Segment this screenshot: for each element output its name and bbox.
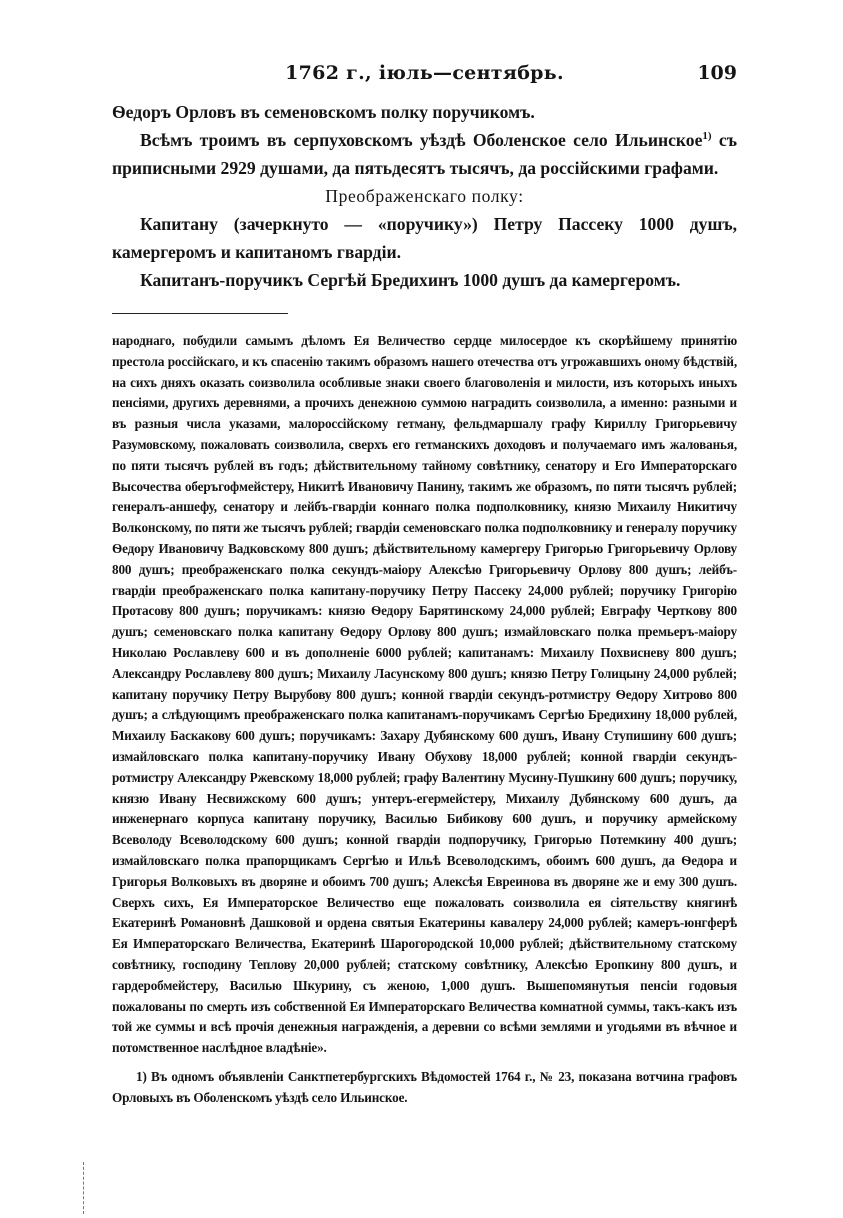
running-header [112, 62, 737, 92]
note-continuation: народнаго, побудили самымъ дѣломъ Ея Величество сердце милосердое къ скорѣйшему принятію престола россійскаго, и къ спасенію такимъ образомъ нашего отечества отъ угрожавшихъ оному бѣдствій, на сихъ дняхъ оказать соизволила особливые знаки своего благоволенія и милости, изъ которыхъ иныхъ пенсіями, другихъ деревнями, а прочихъ денежною суммою наградить соизволила, а именно: разными и въ разныя числа указами, малороссійскому гетману, фельдмаршалу графу Кириллу Григорьевичу Разумовскому, пожаловать соизволила, сверхъ его гетманскихъ доходовъ и получаемаго имъ жалованья, по пяти тысячъ рублей въ годъ; дѣйствительному тайному совѣтнику, сенатору и Его Императорскаго Высочества оберъгофмейстеру, Никитѣ Ивановичу Панину, такимъ же образомъ, по пяти тысячъ рублей; генералъ-аншефу, сенатору и лейбъ-гвардіи коннаго полка подполковнику, князю Михаилу Никитичу Волконскому, по пяти же тысячъ рублей; гвардіи семеновскаго полка подполковнику и генералу поручику Ѳедору Ивановичу Вадковскому 800 душъ; дѣйствительному камергеру Григорью Григорьевичу Орлову 800 душъ; преображенскаго полка секундъ-маіору Алексѣю Григорьевичу Орлову 800 душъ; лейбъ-гвардіи преображенскаго полка капитану-поручику Петру Пассеку 24,000 рублей; поручику Григорію Протасову 800 душъ; поручикамъ: князю Ѳедору Барятинскому 24,000 рублей; Евграфу Черткову 800 душъ; семеновскаго полка капитану Ѳедору Орлову 800 душъ; измайловскаго полка премьеръ-маіору Николаю Рославлеву 600 и въ дополненіе 6000 рублей; капитанамъ: Михаилу Похвисневу 800 душъ; Александру Рославлеву 800 душъ; Михаилу Ласунскому 800 душъ; князю Петру Голицыну 24,000 рублей; капитану поручику Петру Вырубову 800 душъ; конной гвардіи секундъ-ротмистру Ѳедору Хитрово 800 душъ; а слѣдующимъ преображенскаго полка капитанамъ-поручикамъ Сергѣю Бредихину 18,000 рублей, Михаилу Баскакову 600 душъ; поручикамъ: Захару Дубянскому 600 душъ, Ивану Ступишину 600 душъ; измайловскаго полка капитану-поручику Ивану Обухову 18,000 рублей; конной гвардіи секундъ-ротмистру Александру Ржевскому 18,000 рублей; графу Валентину Мусину-Пушкину 600 душъ; поручику, князю Ивану Несвижскому 600 душъ; унтеръ-егермейстеру, Михаилу Дубянскому 600 душъ, да инженернаго корпуса капитану поручику, Василью Бибикову 600 душъ, и поручику армейскому Всеволоду Всеволодскому 600 душъ; конной гвардіи подпоручику, Григорью Потемкину 400 душъ; измайловскаго полка прапорщикамъ Сергѣю и Ильѣ Всеволодскимъ, обоимъ 600 душъ, да Ѳедора и Григорья Волковыхъ въ дворяне и обоимъ 700 душъ; Алексѣя Евреинова въ дворяне же и ему 300 душъ. Сверхъ сихъ, Ея Императорское Величество еще пожаловать соизволила ея сіятельству княгинѣ Екатеринѣ Романовнѣ Дашковой и ордена святыя Екатерины кавалеру 24,000 рублей; камеръ-юнгферѣ Ея Императорскаго Величества, Екатеринѣ Шарогородской 10,000 рублей; дѣйствительному статскому совѣтнику, господину Теплову 20,000 рублей; статскому совѣтнику, Алексѣю Еропкину 800 душъ, и гардеробмейстеру, Василью Шкурину, съ женою, 1,000 душъ. Вышепомянутыя пенсіи годовыя пожалованы по смерть изъ собственной Ея Императорскаго Величества комнатной суммы, такъ-какъ изъ той же суммы и всѣ прочія денежныя награжденія, а деревни со всѣми землями и угодьями въ вѣчное и потомственное наслѣдное владѣніе». [112, 333, 737, 1056]
footnote-mark: 1) [136, 1068, 147, 1084]
footnote [112, 1067, 737, 1109]
section-heading: Преображенскаго полку: [325, 186, 524, 206]
footnote-text: Въ одномъ объявленіи Санктпетербургскихъ Вѣдомостей 1764 г., № 23, показана вотчина графовъ Орловыхъ въ Оболенскомъ уѣздѣ село Ильинское. [112, 1068, 737, 1105]
main-text [112, 98, 737, 294]
page-number: 109 [697, 62, 737, 84]
notes-divider [112, 313, 288, 314]
paragraph-all-three-tail: съ приписными 2929 душами, да пятьдесятъ тысячъ, да россійскими графами. [112, 130, 737, 178]
paragraph-captain-bredikhin: Капитанъ-поручикъ Сергѣй Бредихинъ 1000 душъ да камергеромъ. [140, 270, 681, 290]
scan-edge-mark [83, 1162, 84, 1214]
paragraph-all-three-text: Всѣмъ троимъ въ серпуховскомъ уѣздѣ Оболенское село Ильинское [140, 130, 703, 150]
notes-block [112, 331, 737, 1108]
header-title: 1762 г., іюль—сентябрь. [285, 62, 564, 84]
paragraph-captain-passek: Капитану (зачеркнуто — «поручику») Петру Пассеку 1000 душъ, камергеромъ и капитаномъ гвардіи. [112, 214, 737, 262]
footnote-reference[interactable]: 1) [702, 130, 712, 143]
paragraph-all-three [112, 126, 737, 182]
paragraph-fedor-orlov: Ѳедоръ Орловъ въ семеновскомъ полку поручикомъ. [112, 102, 535, 122]
